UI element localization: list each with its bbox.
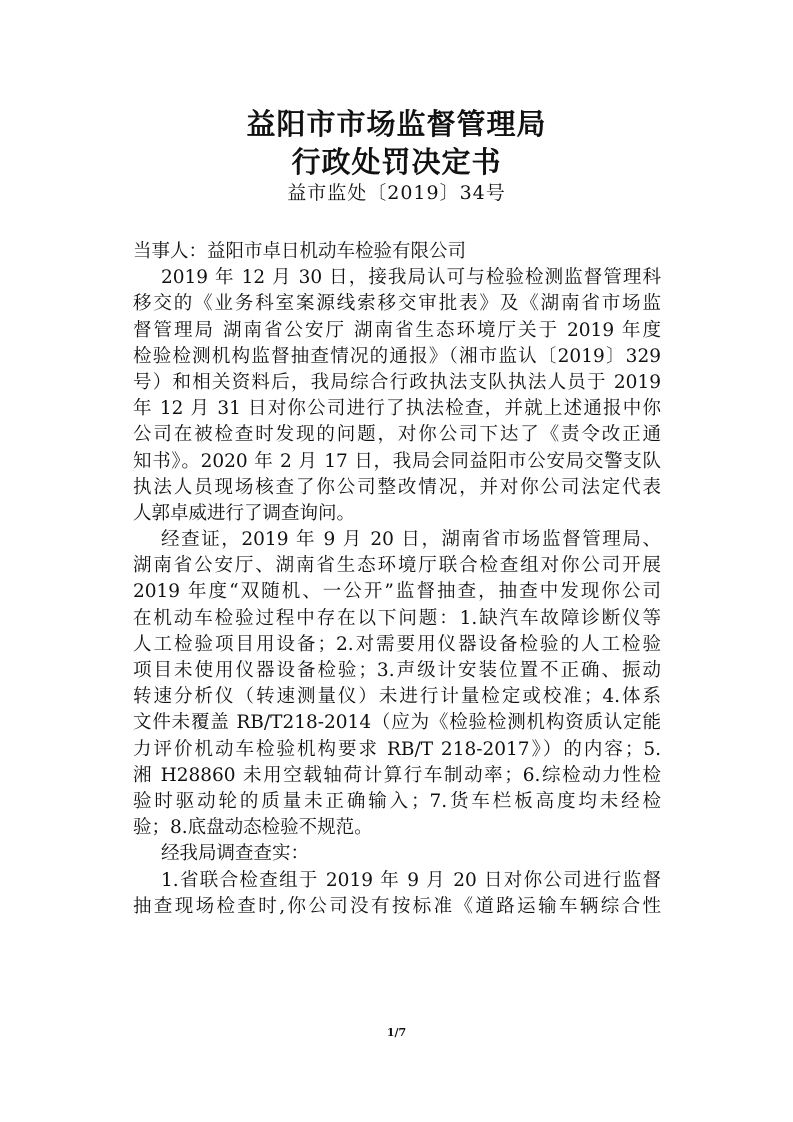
body-text-line: 力评价机动车检验机构要求 RB/T 218-2017》）的内容；5. xyxy=(133,738,661,760)
body-text-line: 在机动车检验过程中存在以下问题：1.缺汽车故障诊断仪等 xyxy=(133,607,661,629)
document-title: 益阳市市场监督管理局 xyxy=(246,107,547,141)
body-text-line: 经我局调查查实： xyxy=(161,843,310,865)
body-text-line: 湘 H28860 未用空载轴荷计算行车制动率；6.综检动力性检 xyxy=(133,764,661,786)
body-text-line: 公司在被检查时发现的问题，对你公司下达了《责令改正通 xyxy=(133,424,661,446)
body-text-line: 1.省联合检查组于 2019 年 9 月 20 日对你公司进行监督 xyxy=(161,869,661,891)
body-text-line: 检验检测机构监督抽查情况的通报》（湘市监认〔2019〕329 xyxy=(133,345,661,367)
body-text-line: 号）和相关资料后，我局综合行政执法支队执法人员于 2019 xyxy=(133,371,661,393)
document-number: 益市监处〔2019〕34号 xyxy=(287,182,506,204)
body-text-line: 文件未覆盖 RB/T218-2014（应为《检验检测机构资质认定能 xyxy=(133,712,661,734)
body-text-line: 执法人员现场核查了你公司整改情况，并对你公司法定代表 xyxy=(133,476,661,498)
page-number: 1/7 xyxy=(386,1026,407,1039)
body-text-line: 人工检验项目用设备；2.对需要用仪器设备检验的人工检验 xyxy=(133,633,661,655)
body-text-line: 湖南省公安厅、湖南省生态环境厅联合检查组对你公司开展 xyxy=(133,555,661,577)
body-text-line: 移交的《业务科室案源线索移交审批表》及《湖南省市场监 xyxy=(133,293,661,315)
body-text-line: 2019 年 12 月 30 日，接我局认可与检验检测监督管理科 xyxy=(161,267,661,289)
body-text-line: 当事人：益阳市卓日机动车检验有限公司 xyxy=(133,241,467,262)
document-body xyxy=(133,239,661,920)
body-text-line: 抽查现场检查时,你公司没有按标准《道路运输车辆综合性 xyxy=(133,895,661,917)
body-text-line: 人郭卓威进行了调查询问。 xyxy=(133,502,356,524)
body-text-line: 2019 年度“双随机、一公开”监督抽查，抽查中发现你公司 xyxy=(133,581,661,603)
body-text-line: 项目未使用仪器设备检验；3.声级计安装位置不正确、振动 xyxy=(133,660,661,681)
body-text-line: 验时驱动轮的质量未正确输入；7.货车栏板高度均未经检 xyxy=(133,790,661,812)
body-text-line: 年 12 月 31 日对你公司进行了执法检查，并就上述通报中你 xyxy=(133,398,661,420)
body-text-line: 验；8.底盘动态检验不规范。 xyxy=(133,817,373,839)
body-text-line: 经查证，2019 年 9 月 20 日，湖南省市场监督管理局、 xyxy=(161,529,661,551)
body-text-line: 知书》。2020 年 2 月 17 日，我局会同益阳市公安局交警支队 xyxy=(133,450,661,472)
document-subtitle: 行政处罚决定书 xyxy=(291,145,502,179)
body-text-line: 督管理局 湖南省公安厅 湖南省生态环境厅关于 2019 年度 xyxy=(133,319,661,341)
body-text-line: 转速分析仪（转速测量仪）未进行计量检定或校准；4.体系 xyxy=(133,686,661,708)
